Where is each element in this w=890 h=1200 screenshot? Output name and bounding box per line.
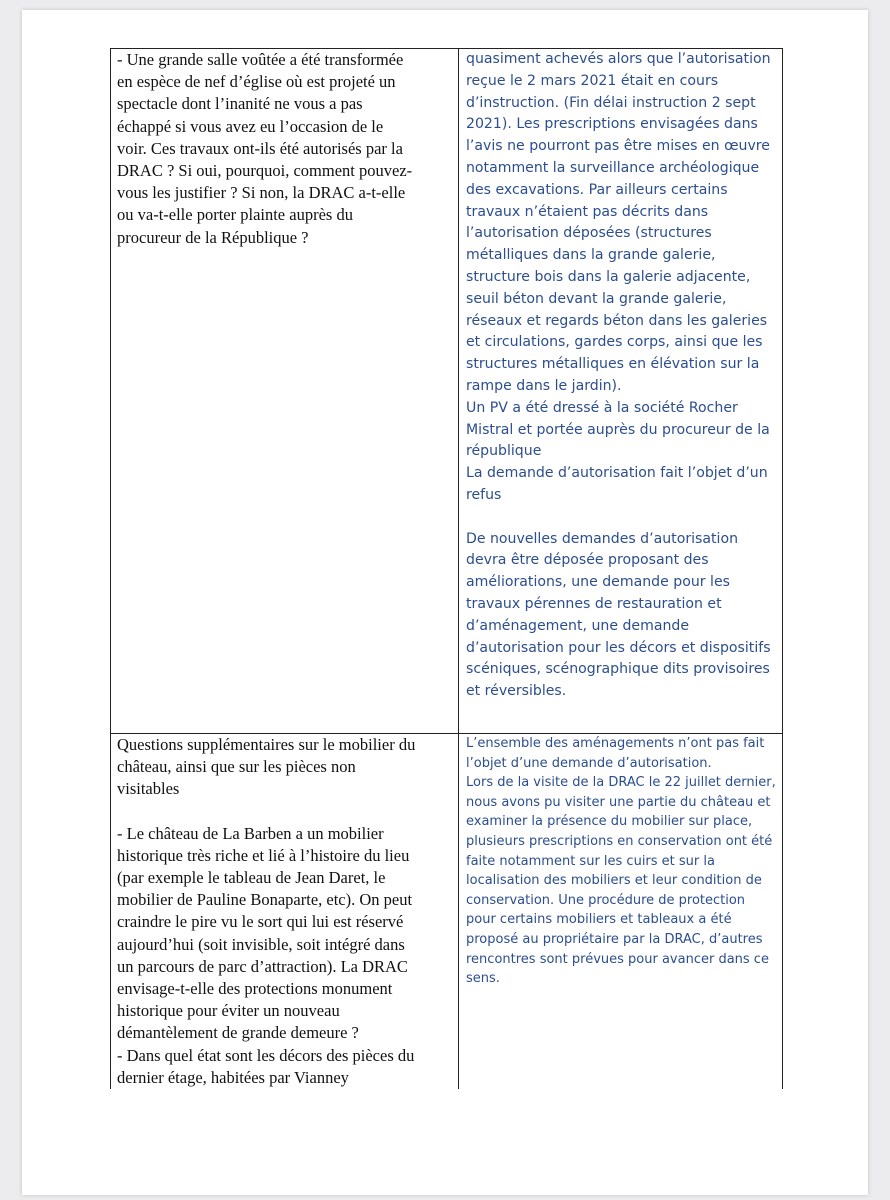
question-text: - Dans quel état sont les décors des pièces du dernier étage, habitées par Vianney <box>117 1045 415 1087</box>
question-cell <box>111 734 459 1090</box>
question-cell <box>111 49 459 734</box>
answer-paragraph: Un PV a été dressé à la société Rocher Mistral et portée auprès du procureur de la république <box>466 399 770 460</box>
answer-paragraph: La demande d’autorisation fait l’objet d’un refus <box>466 465 768 503</box>
answer-cell <box>459 49 783 734</box>
question-heading: Questions supplémentaires sur le mobilier du château, ainsi que sur les pièces non visitables <box>117 735 416 799</box>
qa-table <box>110 48 783 1089</box>
question-text: - Une grande salle voûtée a été transformée en espèce de nef d’église où est projeté un spectacle dont l’inanité ne vous a pas échappé si vous avez eu l’occasion de le voir. Ces travaux ont-ils été autorisés par la DRAC ? Si oui, pourquoi, comment pouvez- vous les justifier ? Si non, la DRAC a-t-elle ou va-t-elle porter plainte auprès du procureur de la République ? <box>117 50 413 247</box>
answer-paragraph: De nouvelles demandes d’autorisation devra être déposée proposant des améliorations, une demande pour les travaux pérennes de restauration et d’aménagement, une demande d’autorisation pour les décors et dispositifs scéniques, scénographique dits provisoires et réversibles. <box>466 530 771 700</box>
document-page <box>22 10 868 1195</box>
table-row <box>111 734 783 1090</box>
table-row <box>111 49 783 734</box>
answer-paragraph: L’ensemble des aménagements n’ont pas fait l’objet d’une demande d’autorisation. <box>466 736 765 771</box>
question-text: - Le château de La Barben a un mobilier historique très riche et lié à l’histoire du lieu (par exemple le tableau de Jean Daret, le mobilier de Pauline Bonaparte, etc). On peut craindre le pire vu le sort qui lui est réservé aujourd’hui (soit invisible, soit intégré dans un parcours de parc d’attraction). La DRAC envisage-t-elle des protections monument historique pour éviter un nouveau démantèlement de grande demeure ? <box>117 823 413 1043</box>
answer-cell <box>459 734 783 1090</box>
answer-paragraph: quasiment achevés alors que l’autorisation reçue le 2 mars 2021 était en cours d’instruction. (Fin délai instruction 2 sept 2021). Les prescriptions envisagées dans l’avis ne pourront pas être mises en œuvre notamment la surveillance archéologique des excavations. Par ailleurs certains travaux n’étaient pas décrits dans l’autorisation déposées (structures métalliques dans la grande galerie, structure bois dans la galerie adjacente, seuil béton devant la grande galerie, réseaux et regards béton dans les galeries et circulations, gardes corps, ainsi que les structures métalliques en élévation sur la rampe dans le jardin). <box>466 51 771 394</box>
answer-paragraph: Lors de la visite de la DRAC le 22 juillet dernier, nous avons pu visiter une partie du château et examiner la présence du mobilier sur place, plusieurs prescriptions en conservation ont été faite notamment sur les cuirs et sur la localisation des mobiliers et leur condition de conservation. Une procédure de protection pour certains mobiliers et tableaux a été proposé au propriétaire par la DRAC, d’autres rencontres sont prévues pour avancer dans ce sens. <box>466 775 776 987</box>
